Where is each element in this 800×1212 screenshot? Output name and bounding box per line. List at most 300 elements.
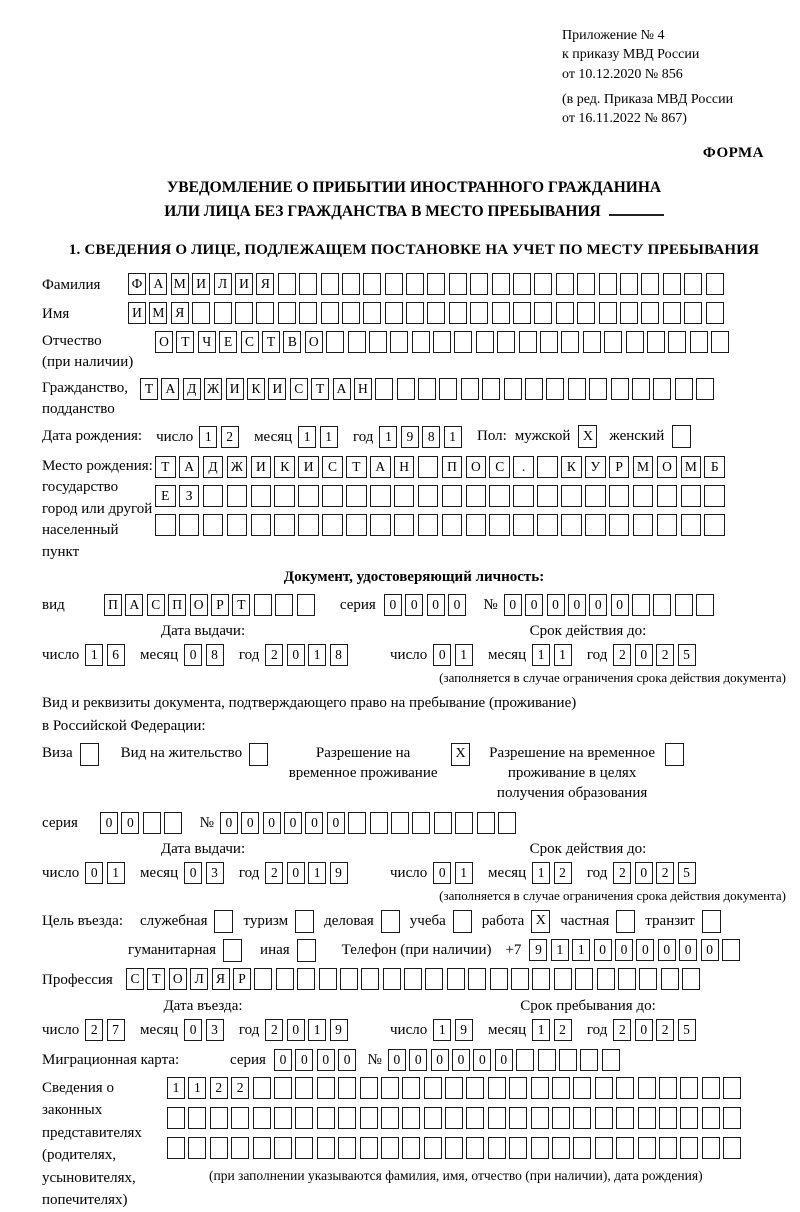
char-cell[interactable] [418,378,436,400]
char-cell[interactable] [427,273,445,295]
purpose-private-checkbox[interactable] [616,910,635,933]
char-cell[interactable]: 1 [167,1077,185,1099]
char-cell[interactable] [394,485,415,507]
char-cell[interactable] [556,273,574,295]
char-cell[interactable]: О [155,331,173,353]
char-cell[interactable] [433,331,451,353]
char-cell[interactable] [659,1077,677,1099]
char-cell[interactable] [188,1137,206,1159]
char-cell[interactable] [326,331,344,353]
char-cell[interactable]: И [298,456,319,478]
year-cell[interactable]: 0 [635,644,653,666]
char-cell[interactable]: 0 [431,1049,449,1071]
char-cell[interactable]: 0 [284,812,302,834]
year-cell[interactable]: 5 [678,862,696,884]
char-cell[interactable] [516,1049,534,1071]
char-cell[interactable]: 0 [504,594,522,616]
char-cell[interactable] [295,1107,313,1129]
char-cell[interactable]: М [149,302,167,324]
char-cell[interactable] [466,514,487,536]
char-cell[interactable]: 0 [427,594,445,616]
char-cell[interactable]: М [633,456,654,478]
char-cell[interactable]: Л [214,273,232,295]
char-cell[interactable] [466,485,487,507]
char-cell[interactable] [424,1107,442,1129]
char-cell[interactable]: Б [704,456,725,478]
char-cell[interactable] [509,1107,527,1129]
year-cell[interactable]: 1 [379,426,397,448]
char-cell[interactable] [210,1137,228,1159]
char-cell[interactable] [381,1107,399,1129]
char-cell[interactable]: П [168,594,186,616]
char-cell[interactable]: П [442,456,463,478]
char-cell[interactable] [385,302,403,324]
char-cell[interactable] [203,485,224,507]
char-cell[interactable]: Р [233,968,251,990]
year-cell[interactable]: 0 [287,1019,305,1041]
char-cell[interactable] [680,1137,698,1159]
char-cell[interactable] [597,968,615,990]
char-cell[interactable] [633,485,654,507]
char-cell[interactable] [702,1107,720,1129]
char-cell[interactable] [299,302,317,324]
char-cell[interactable] [492,302,510,324]
char-cell[interactable] [513,514,534,536]
char-cell[interactable] [251,485,272,507]
char-cell[interactable] [295,1077,313,1099]
char-cell[interactable] [274,1137,292,1159]
char-cell[interactable]: Е [219,331,237,353]
char-cell[interactable]: К [247,378,265,400]
char-cell[interactable] [442,514,463,536]
char-cell[interactable] [418,456,439,478]
day-cell[interactable]: 6 [107,644,125,666]
char-cell[interactable] [381,1077,399,1099]
char-cell[interactable] [568,378,586,400]
char-cell[interactable]: Ж [227,456,248,478]
char-cell[interactable]: А [149,273,167,295]
char-cell[interactable]: 1 [188,1077,206,1099]
char-cell[interactable]: Ч [198,331,216,353]
char-cell[interactable] [595,1107,613,1129]
char-cell[interactable] [338,1107,356,1129]
char-cell[interactable] [360,1077,378,1099]
char-cell[interactable]: Д [203,456,224,478]
char-cell[interactable] [589,378,607,400]
char-cell[interactable]: З [179,485,200,507]
char-cell[interactable] [595,1137,613,1159]
char-cell[interactable] [383,968,401,990]
char-cell[interactable] [342,302,360,324]
char-cell[interactable] [704,485,725,507]
char-cell[interactable] [702,1077,720,1099]
char-cell[interactable] [723,1137,741,1159]
char-cell[interactable] [418,485,439,507]
day-cell[interactable]: 0 [85,862,103,884]
char-cell[interactable]: Т [147,968,165,990]
char-cell[interactable] [274,1107,292,1129]
char-cell[interactable] [509,1137,527,1159]
char-cell[interactable]: 0 [452,1049,470,1071]
char-cell[interactable] [559,1049,577,1071]
char-cell[interactable] [143,812,161,834]
char-cell[interactable]: 0 [611,594,629,616]
purpose-transit-checkbox[interactable] [702,910,721,933]
char-cell[interactable] [251,514,272,536]
char-cell[interactable]: 1 [551,939,569,961]
char-cell[interactable] [552,1077,570,1099]
char-cell[interactable] [466,1077,484,1099]
char-cell[interactable] [497,331,515,353]
char-cell[interactable] [319,968,337,990]
char-cell[interactable] [322,514,343,536]
char-cell[interactable] [585,514,606,536]
char-cell[interactable] [531,1077,549,1099]
option-visa-checkbox[interactable] [80,743,99,766]
char-cell[interactable]: Н [354,378,372,400]
char-cell[interactable] [348,812,366,834]
char-cell[interactable] [394,514,415,536]
char-cell[interactable]: А [333,378,351,400]
month-cell[interactable]: 1 [532,862,550,884]
char-cell[interactable] [375,378,393,400]
year-cell[interactable]: 1 [308,862,326,884]
char-cell[interactable]: Я [171,302,189,324]
char-cell[interactable] [595,1077,613,1099]
char-cell[interactable] [653,378,671,400]
char-cell[interactable] [573,1107,591,1129]
year-cell[interactable]: 2 [265,1019,283,1041]
month-cell[interactable]: 0 [184,862,202,884]
char-cell[interactable] [641,273,659,295]
char-cell[interactable] [632,378,650,400]
char-cell[interactable] [599,273,617,295]
char-cell[interactable] [632,594,650,616]
char-cell[interactable]: 0 [274,1049,292,1071]
char-cell[interactable] [616,1077,634,1099]
year-cell[interactable]: 8 [422,426,440,448]
char-cell[interactable] [370,514,391,536]
char-cell[interactable] [253,1137,271,1159]
char-cell[interactable]: О [305,331,323,353]
char-cell[interactable]: Ж [204,378,222,400]
year-cell[interactable]: 0 [635,1019,653,1041]
char-cell[interactable] [227,514,248,536]
char-cell[interactable] [360,1137,378,1159]
purpose-official-checkbox[interactable] [214,910,233,933]
char-cell[interactable] [445,1137,463,1159]
char-cell[interactable] [348,331,366,353]
char-cell[interactable]: П [104,594,122,616]
month-cell[interactable]: 1 [532,644,550,666]
char-cell[interactable] [675,594,693,616]
char-cell[interactable] [626,331,644,353]
char-cell[interactable] [537,485,558,507]
char-cell[interactable] [575,968,593,990]
char-cell[interactable] [434,812,452,834]
char-cell[interactable]: 0 [327,812,345,834]
year-cell[interactable]: 9 [330,862,348,884]
char-cell[interactable] [659,1107,677,1129]
year-cell[interactable]: 2 [265,644,283,666]
year-cell[interactable]: 2 [656,1019,674,1041]
char-cell[interactable]: С [241,331,259,353]
char-cell[interactable] [231,1107,249,1129]
char-cell[interactable]: М [681,456,702,478]
char-cell[interactable]: С [489,456,510,478]
char-cell[interactable] [490,968,508,990]
char-cell[interactable] [711,331,729,353]
char-cell[interactable]: И [268,378,286,400]
char-cell[interactable]: 0 [473,1049,491,1071]
char-cell[interactable] [363,302,381,324]
char-cell[interactable] [214,302,232,324]
char-cell[interactable] [192,302,210,324]
year-cell[interactable]: 2 [656,862,674,884]
year-cell[interactable]: 2 [656,644,674,666]
char-cell[interactable] [663,273,681,295]
char-cell[interactable] [657,485,678,507]
month-cell[interactable]: 2 [554,862,572,884]
char-cell[interactable] [513,273,531,295]
char-cell[interactable] [461,378,479,400]
option-residence-permit-checkbox[interactable] [249,743,268,766]
year-cell[interactable]: 8 [330,644,348,666]
char-cell[interactable]: 0 [305,812,323,834]
char-cell[interactable] [722,939,740,961]
char-cell[interactable] [363,273,381,295]
char-cell[interactable] [489,485,510,507]
char-cell[interactable] [370,485,391,507]
char-cell[interactable] [390,331,408,353]
char-cell[interactable] [538,1049,556,1071]
char-cell[interactable]: 0 [568,594,586,616]
char-cell[interactable] [561,331,579,353]
char-cell[interactable] [702,1137,720,1159]
char-cell[interactable]: 0 [589,594,607,616]
char-cell[interactable] [706,302,724,324]
char-cell[interactable] [167,1107,185,1129]
char-cell[interactable] [317,1107,335,1129]
purpose-other-checkbox[interactable] [297,939,316,962]
char-cell[interactable]: О [657,456,678,478]
char-cell[interactable]: 0 [615,939,633,961]
char-cell[interactable] [561,485,582,507]
day-cell[interactable]: 1 [199,426,217,448]
char-cell[interactable] [663,302,681,324]
char-cell[interactable] [274,514,295,536]
char-cell[interactable]: А [179,456,200,478]
char-cell[interactable]: Т [346,456,367,478]
day-cell[interactable]: 0 [433,644,451,666]
year-cell[interactable]: 2 [265,862,283,884]
day-cell[interactable]: 0 [433,862,451,884]
char-cell[interactable] [317,1077,335,1099]
char-cell[interactable] [164,812,182,834]
char-cell[interactable]: Н [394,456,415,478]
purpose-tourism-checkbox[interactable] [295,910,314,933]
char-cell[interactable] [445,1107,463,1129]
char-cell[interactable]: С [290,378,308,400]
char-cell[interactable] [406,302,424,324]
char-cell[interactable]: 0 [701,939,719,961]
char-cell[interactable]: Т [155,456,176,478]
char-cell[interactable] [203,514,224,536]
char-cell[interactable] [360,1107,378,1129]
month-cell[interactable]: 0 [184,644,202,666]
month-cell[interactable]: 3 [206,862,224,884]
char-cell[interactable]: Я [256,273,274,295]
char-cell[interactable] [470,302,488,324]
char-cell[interactable]: И [251,456,272,478]
char-cell[interactable] [346,485,367,507]
sex-female-checkbox[interactable] [672,425,691,448]
char-cell[interactable] [274,1077,292,1099]
purpose-humanitarian-checkbox[interactable] [223,939,242,962]
year-cell[interactable]: 0 [635,862,653,884]
char-cell[interactable] [511,968,529,990]
char-cell[interactable] [412,331,430,353]
char-cell[interactable] [609,514,630,536]
char-cell[interactable] [534,302,552,324]
char-cell[interactable] [466,1137,484,1159]
char-cell[interactable]: 0 [547,594,565,616]
char-cell[interactable] [468,968,486,990]
char-cell[interactable] [513,485,534,507]
char-cell[interactable] [412,812,430,834]
char-cell[interactable] [402,1107,420,1129]
char-cell[interactable] [321,273,339,295]
char-cell[interactable]: Р [609,456,630,478]
char-cell[interactable]: Т [311,378,329,400]
char-cell[interactable] [657,514,678,536]
char-cell[interactable] [620,302,638,324]
char-cell[interactable] [639,968,657,990]
char-cell[interactable]: Т [232,594,250,616]
month-cell[interactable]: 3 [206,1019,224,1041]
char-cell[interactable]: 9 [529,939,547,961]
char-cell[interactable] [295,1137,313,1159]
char-cell[interactable] [723,1077,741,1099]
char-cell[interactable] [439,378,457,400]
month-cell[interactable]: 1 [298,426,316,448]
day-cell[interactable]: 1 [455,862,473,884]
char-cell[interactable] [573,1137,591,1159]
year-cell[interactable]: 1 [308,644,326,666]
char-cell[interactable]: 2 [210,1077,228,1099]
char-cell[interactable] [274,485,295,507]
char-cell[interactable] [476,331,494,353]
char-cell[interactable] [540,331,558,353]
char-cell[interactable] [682,968,700,990]
year-cell[interactable]: 2 [613,644,631,666]
char-cell[interactable] [254,968,272,990]
char-cell[interactable] [638,1137,656,1159]
char-cell[interactable] [706,273,724,295]
char-cell[interactable] [322,485,343,507]
char-cell[interactable] [577,273,595,295]
char-cell[interactable] [554,968,572,990]
char-cell[interactable] [488,1077,506,1099]
char-cell[interactable]: 0 [295,1049,313,1071]
char-cell[interactable] [167,1137,185,1159]
year-cell[interactable]: 0 [287,644,305,666]
char-cell[interactable] [449,302,467,324]
sex-male-checkbox[interactable]: X [578,425,597,448]
char-cell[interactable] [653,594,671,616]
char-cell[interactable] [684,302,702,324]
purpose-work-checkbox[interactable]: X [531,910,550,933]
day-cell[interactable]: 1 [85,644,103,666]
char-cell[interactable]: 0 [658,939,676,961]
char-cell[interactable] [525,378,543,400]
char-cell[interactable] [681,514,702,536]
option-temp-residence-education-checkbox[interactable] [665,743,684,766]
char-cell[interactable] [369,331,387,353]
char-cell[interactable]: И [226,378,244,400]
day-cell[interactable]: 2 [85,1019,103,1041]
char-cell[interactable] [155,514,176,536]
char-cell[interactable]: О [190,594,208,616]
char-cell[interactable] [424,1137,442,1159]
char-cell[interactable] [504,378,522,400]
char-cell[interactable] [599,302,617,324]
char-cell[interactable] [532,968,550,990]
char-cell[interactable] [680,1107,698,1129]
char-cell[interactable] [681,485,702,507]
char-cell[interactable] [470,273,488,295]
year-cell[interactable]: 1 [444,426,462,448]
char-cell[interactable]: И [235,273,253,295]
month-cell[interactable]: 0 [184,1019,202,1041]
char-cell[interactable]: Т [140,378,158,400]
char-cell[interactable]: Т [176,331,194,353]
char-cell[interactable]: А [125,594,143,616]
char-cell[interactable] [298,485,319,507]
char-cell[interactable] [455,812,473,834]
char-cell[interactable] [498,812,516,834]
char-cell[interactable]: С [322,456,343,478]
purpose-study-checkbox[interactable] [453,910,472,933]
char-cell[interactable]: 0 [384,594,402,616]
month-cell[interactable]: 2 [554,1019,572,1041]
char-cell[interactable] [406,273,424,295]
month-cell[interactable]: 1 [532,1019,550,1041]
char-cell[interactable]: 0 [679,939,697,961]
purpose-business-checkbox[interactable] [381,910,400,933]
day-cell[interactable]: 7 [107,1019,125,1041]
year-cell[interactable]: 0 [287,862,305,884]
year-cell[interactable]: 2 [613,1019,631,1041]
char-cell[interactable]: 0 [594,939,612,961]
char-cell[interactable] [552,1137,570,1159]
char-cell[interactable] [602,1049,620,1071]
char-cell[interactable] [661,968,679,990]
char-cell[interactable]: 2 [231,1077,249,1099]
char-cell[interactable] [609,485,630,507]
char-cell[interactable] [361,968,379,990]
char-cell[interactable] [391,812,409,834]
char-cell[interactable]: Л [190,968,208,990]
char-cell[interactable] [466,1107,484,1129]
char-cell[interactable] [418,514,439,536]
char-cell[interactable] [620,273,638,295]
char-cell[interactable]: . [513,456,534,478]
year-cell[interactable]: 5 [678,644,696,666]
char-cell[interactable]: 0 [317,1049,335,1071]
char-cell[interactable] [397,378,415,400]
char-cell[interactable]: У [585,456,606,478]
